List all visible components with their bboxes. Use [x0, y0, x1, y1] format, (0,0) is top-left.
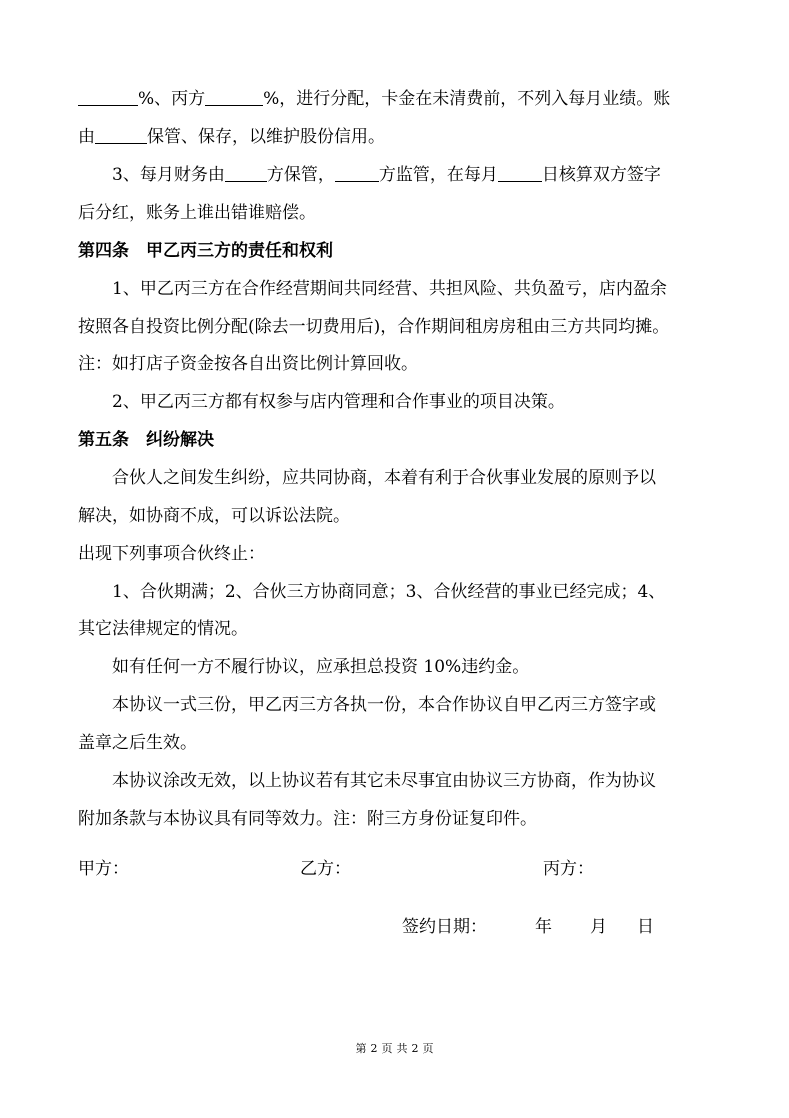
article-5-para: 合伙人之间发生纠纷，应共同协商，本着有利于合伙事业发展的原则予以 — [112, 468, 656, 488]
page-number: 2 — [370, 1042, 378, 1055]
text-segment: 方监管，在每月 — [378, 165, 498, 185]
footer-text: 页 — [381, 1042, 393, 1055]
article-5-para: 解决，如协商不成，可以诉讼法院。 — [78, 506, 350, 526]
clause-3-line-1 — [78, 87, 729, 111]
text-segment: 日核算双方签字 — [541, 165, 661, 185]
article-4-heading: 第四条 甲乙丙三方的责任和权利 — [78, 241, 333, 261]
text-segment: %、丙方 — [138, 89, 206, 109]
blank-field[interactable] — [95, 125, 147, 144]
footer-text: 页 — [422, 1042, 434, 1055]
footer-text: 第 — [355, 1042, 367, 1055]
blank-field[interactable] — [205, 87, 263, 106]
text-segment: 方保管， — [266, 165, 335, 185]
blank-field[interactable] — [335, 163, 379, 182]
blank-field[interactable] — [78, 87, 138, 106]
page-footer — [0, 1040, 789, 1056]
clause-3-item-3-cont: 后分红，账务上谁出错谁赔偿。 — [78, 203, 316, 223]
footer-text: 共 — [396, 1042, 408, 1055]
article-4-para: 2、甲乙丙三方都有权参与店内管理和合作事业的项目决策。 — [112, 392, 565, 412]
article-4-para: 注：如打店子资金按各自出资比例计算回收。 — [78, 354, 418, 374]
article-5-para: 本协议涂改无效，以上协议若有其它未尽事宜由协议三方协商，作为协议 — [112, 771, 656, 791]
party-a-signature-label: 甲方： — [78, 859, 129, 879]
text-segment: 3、每月财务由 — [112, 165, 225, 185]
text-segment: 由 — [78, 127, 95, 147]
text-segment: %，进行分配，卡金在未清费前，不列入每月业绩。账 — [263, 89, 671, 109]
article-4-para: 1、甲乙丙三方在合作经营期间共同经营、共担风险、共负盈亏，店内盈余 — [112, 279, 667, 299]
date-month-label: 月 — [590, 917, 607, 937]
article-4-para: 按照各自投资比例分配(除去一切费用后)，合作期间租房房租由三方共同均摊。 — [78, 317, 670, 337]
party-b-signature-label: 乙方： — [300, 859, 351, 879]
blank-field[interactable] — [498, 163, 542, 182]
article-5-para: 盖章之后生效。 — [78, 733, 197, 753]
blank-field[interactable] — [225, 163, 267, 182]
total-pages: 2 — [411, 1042, 419, 1055]
article-5-heading: 第五条 纠纷解决 — [78, 430, 214, 450]
signing-date-label: 签约日期： — [402, 917, 487, 937]
article-5-para: 出现下列事项合伙终止： — [78, 544, 265, 564]
text-segment: 保管、保存，以维护股份信用。 — [147, 127, 385, 147]
date-year-label: 年 — [535, 917, 552, 937]
party-c-signature-label: 丙方： — [543, 859, 594, 879]
article-5-para: 其它法律规定的情况。 — [78, 619, 248, 639]
article-5-para: 如有任何一方不履行协议，应承担总投资 10%违约金。 — [112, 657, 530, 677]
article-5-para: 附加条款与本协议具有同等效力。注：附三方身份证复印件。 — [78, 809, 537, 829]
clause-3-line-2 — [78, 125, 729, 149]
article-5-para: 本协议一式三份，甲乙丙三方各执一份，本合作协议自甲乙丙三方签字或 — [112, 695, 656, 715]
article-5-para: 1、合伙期满；2、合伙三方协商同意；3、合伙经营的事业已经完成；4、 — [112, 582, 666, 602]
date-day-label: 日 — [637, 917, 654, 937]
clause-3-item-3 — [112, 163, 729, 187]
